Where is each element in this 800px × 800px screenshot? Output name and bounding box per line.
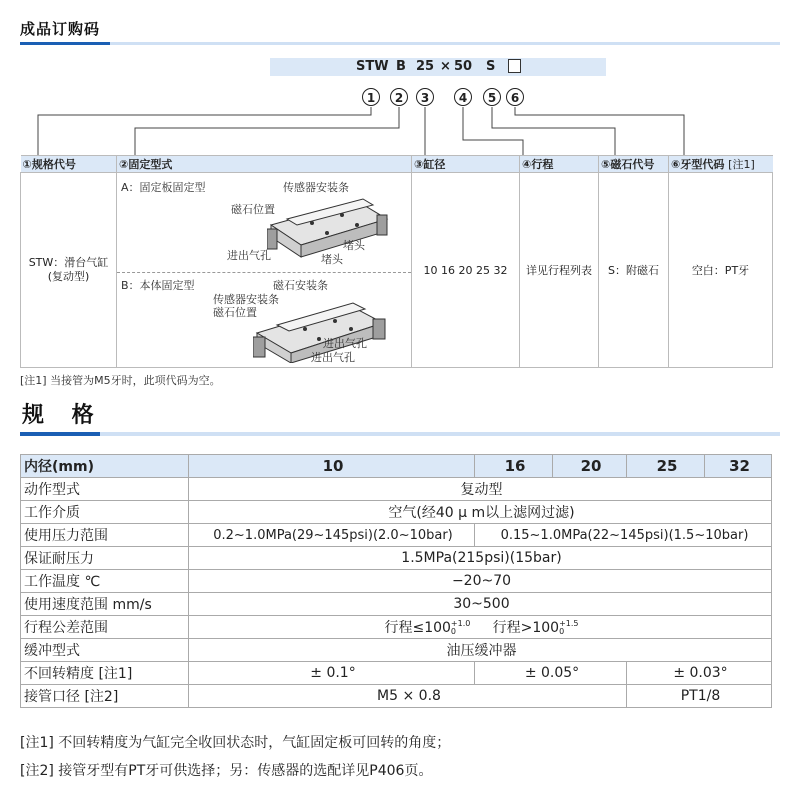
- bore-32: 32: [705, 455, 772, 478]
- mount-b-label: B：本体固定型: [121, 279, 195, 292]
- code-times: ×: [440, 59, 451, 74]
- header-spec-code: ①规格代号: [21, 156, 117, 173]
- spec-code-text: STW：滑台气缸: [28, 256, 109, 269]
- table-row: [21, 478, 772, 501]
- row-label: 保证耐压力: [21, 547, 189, 570]
- b-sensor-rail-label: 传感器安装条: [213, 293, 279, 306]
- tol-1-upper: +1.0: [450, 619, 471, 628]
- row-value: 1.5MPa(215psi)(15bar): [189, 547, 772, 570]
- row-value: ± 0.1°: [189, 662, 475, 685]
- row-value: 复动型: [189, 478, 772, 501]
- row-label: 工作介质: [21, 501, 189, 524]
- header-stroke: ④行程: [520, 156, 599, 173]
- tol-2-upper: +1.5: [559, 619, 579, 628]
- stroke-cell: 详见行程列表: [520, 173, 599, 368]
- b-port-label-2: 进出气孔: [311, 351, 355, 364]
- a-plug-label-2: 堵头: [321, 253, 343, 266]
- row-label: 工作温度 ℃: [21, 570, 189, 593]
- row-label: 行程公差范围: [21, 616, 189, 639]
- spec-note-2: [注2] 接管牙型有PT牙可供选择；另：传感器的选配详见P406页。: [20, 763, 433, 779]
- row-label: 使用速度范围 mm/s: [21, 593, 189, 616]
- a-port-label: 进出气孔: [227, 249, 271, 262]
- row-label: 不回转精度 [注1]: [21, 662, 189, 685]
- callout-1: 1: [362, 88, 380, 106]
- row-value: 30~500: [189, 593, 772, 616]
- bore-10: 10: [189, 455, 475, 478]
- callout-4: 4: [454, 88, 472, 106]
- tol-1-lower: 0: [450, 627, 457, 636]
- a-magnet-label: 磁石位置: [231, 203, 275, 216]
- magnet-cell: S：附磁石: [599, 173, 669, 368]
- row-value: 0.15~1.0MPa(22~145psi)(1.5~10bar): [475, 524, 772, 547]
- header-thread: ⑥牙型代码 [注1]: [669, 156, 773, 173]
- row-value: −20~70: [189, 570, 772, 593]
- code-mount: B: [396, 59, 406, 74]
- row-value: M5 × 0.8: [189, 685, 627, 708]
- bore-25: 25: [627, 455, 705, 478]
- b-magnet-rail-label: 磁石安装条: [273, 279, 328, 292]
- code-stroke: 50: [454, 59, 473, 74]
- mount-a-label: A：固定板固定型: [121, 181, 206, 194]
- spec-title-rule: [20, 432, 780, 436]
- table-row: [21, 501, 772, 524]
- row-label: 动作型式: [21, 478, 189, 501]
- row-value: [189, 616, 772, 639]
- tol-1: 行程≤100: [384, 620, 451, 636]
- header-mount: ②固定型式: [117, 156, 412, 173]
- table-row: [21, 662, 772, 685]
- callout-leader-lines: [0, 0, 800, 160]
- table-row: [21, 639, 772, 662]
- tol-2: 行程>100: [492, 620, 560, 636]
- table-row: [21, 616, 772, 639]
- callout-2: 2: [390, 88, 408, 106]
- spec-code-cell: [21, 173, 117, 368]
- thread-cell: 空白：PT牙: [669, 173, 773, 368]
- code-bore: 25: [416, 59, 435, 74]
- mount-divider: [117, 272, 411, 273]
- b-magnet-label: 磁石位置: [213, 306, 257, 319]
- row-value: PT1/8: [627, 685, 772, 708]
- callout-5: 5: [483, 88, 501, 106]
- table-row: [21, 570, 772, 593]
- row-label: 缓冲型式: [21, 639, 189, 662]
- callout-6: 6: [506, 88, 524, 106]
- spec-table: [20, 454, 772, 708]
- header-thread-note: [注1]: [728, 158, 755, 171]
- order-code-title: 成品订购码: [20, 20, 101, 38]
- row-value: ± 0.05°: [475, 662, 627, 685]
- b-port-label-1: 进出气孔: [323, 337, 367, 350]
- code-magnet: S: [486, 59, 496, 74]
- a-sensor-rail-label: 传感器安装条: [283, 181, 349, 194]
- header-magnet: ⑤磁石代号: [599, 156, 669, 173]
- callout-3: 3: [416, 88, 434, 106]
- bore-header: 内径(mm): [21, 455, 189, 478]
- spec-code-type: (复动型): [47, 270, 90, 283]
- row-value: 空气(经40 μ m以上滤网过滤): [189, 501, 772, 524]
- a-plug-label: 堵头: [343, 239, 365, 252]
- bore-16: 16: [475, 455, 553, 478]
- table-row: [21, 524, 772, 547]
- order-note: [注1] 当接管为M5牙时，此项代码为空。: [20, 374, 221, 387]
- header-bore: ③缸径: [412, 156, 520, 173]
- row-label: 使用压力范围: [21, 524, 189, 547]
- bore-20: 20: [553, 455, 627, 478]
- table-row: [21, 593, 772, 616]
- row-value: ± 0.03°: [627, 662, 772, 685]
- row-value: 油压缓冲器: [189, 639, 772, 662]
- order-code-table: [20, 155, 773, 368]
- table-row: [21, 685, 772, 708]
- code-series: STW: [356, 59, 389, 74]
- spec-title: 规 格: [22, 403, 104, 428]
- mount-cell: [117, 173, 412, 368]
- table-row: [21, 547, 772, 570]
- row-label: 接管口径 [注2]: [21, 685, 189, 708]
- bore-cell: 10 16 20 25 32: [412, 173, 520, 368]
- row-value: 0.2~1.0MPa(29~145psi)(2.0~10bar): [189, 524, 475, 547]
- spec-note-1: [注1] 不回转精度为气缸完全收回状态时，气缸固定板可回转的角度；: [20, 735, 451, 751]
- tol-2-lower: 0: [559, 627, 565, 636]
- spec-header-row: [21, 455, 772, 478]
